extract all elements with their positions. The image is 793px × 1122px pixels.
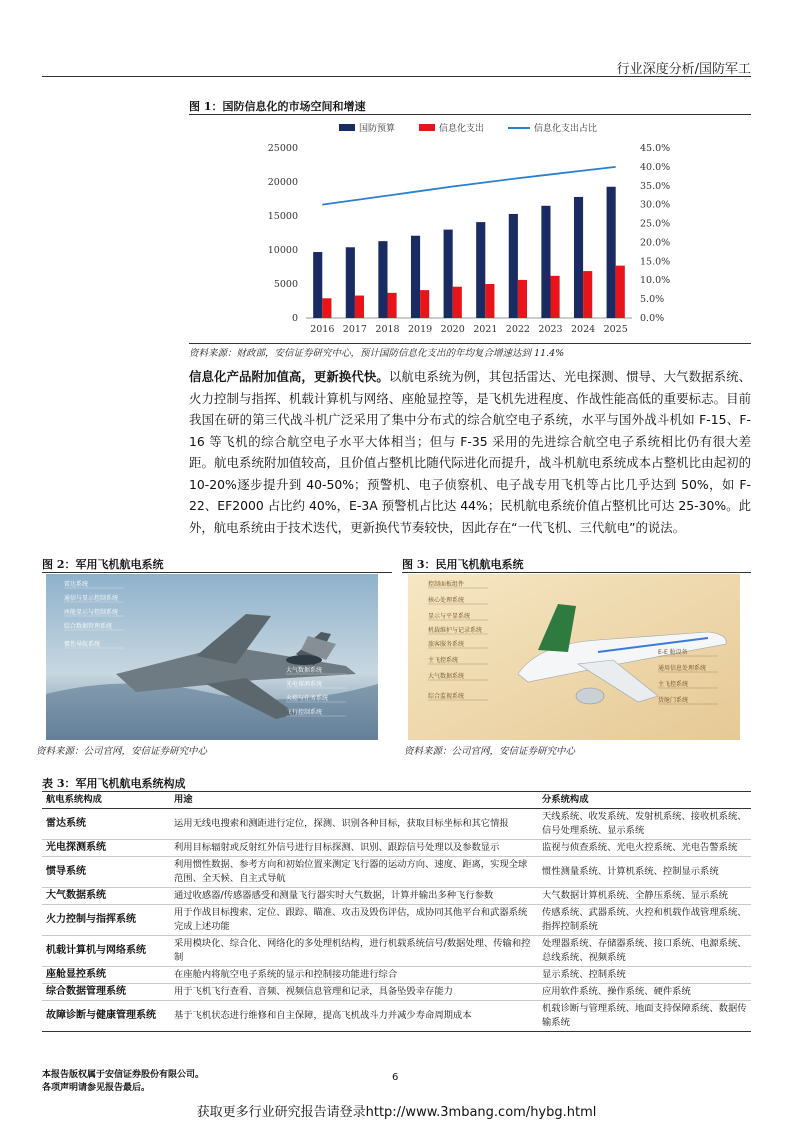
civil-aircraft-avionics-image: [408, 574, 740, 740]
table-cell-name: 大气数据系统: [42, 888, 170, 905]
paragraph-lead: 信息化产品附加值高，更新换代快。: [189, 369, 389, 384]
y2-tick-label: 25.0%: [640, 218, 671, 230]
figure1-chart: [189, 116, 689, 342]
table-cell-sub: 应用软件系统、操作系统、硬件系统: [538, 984, 751, 1001]
table-cell-sub: 天线系统、收发系统、发射机系统、接收机系统、信号处理系统、显示系统: [538, 809, 751, 840]
military-aircraft-avionics-image: [46, 574, 378, 740]
bar-informatization-spend: [388, 293, 397, 318]
fig2-system-label: 火控与任务系统: [286, 695, 329, 702]
table-cell-use: 利用目标辐射或反射红外信号进行目标探测、识别、跟踪信号处理以及参数显示: [170, 840, 538, 857]
y2-tick-label: 10.0%: [640, 275, 671, 287]
disclaimer-line: 各项声明请参见报告最后。: [42, 1083, 151, 1093]
table-row: [42, 840, 751, 857]
figure2-title: 图 2：军用飞机航电系统: [42, 558, 164, 571]
table-cell-use: 采用模块化、综合化、网络化的多处理机结构，进行机载系统信号/数据处理、传输和控制: [170, 936, 538, 967]
y-tick-label: 20000: [267, 177, 298, 188]
x-tick-label: 2019: [408, 324, 433, 335]
table-row: [42, 1001, 751, 1032]
bar-defense-budget: [509, 214, 518, 318]
table-header-subsystems: 分系统构成: [538, 792, 751, 809]
fig3-system-label: 核心处理系统: [428, 597, 465, 604]
paragraph-body: 以航电系统为例，其包括雷达、光电探测、惯导、大气数据系统、火力控制与指挥、机载计算机与网络、座舱显控等，是飞机先进程度、作战性能高低的重要标志。目前我国在研的第三代战斗机广泛采用了集中分布式的综合航空电子系统，水平与国外战斗机如 F-15、F-16 等飞机的综合航空电子水平大体相当；但与 F-35 采用的先进综合航空电子系统相比仍有很大差距。航电系统附加值较高，且价值占整机比随代际进化而提升，战斗机航电系统成本占整机比由起初的 10-20%逐步提升到 40-50%；预警机、电子侦察机、电子战专用飞机等占比几乎达到 50%，如 F-22、EF2000 占比约 40%，E-3A 预警机占比达 44%；民机航电系统价值占整机比可达 25-30%。此外，航电系统由于技术迭代，更新换代节奏较快，因此存在“一代飞机、三代航电”的说法。: [189, 369, 752, 535]
y2-tick-label: 30.0%: [640, 199, 671, 211]
legend-swatch-bar: [419, 124, 435, 131]
page-number: 6: [392, 1072, 399, 1083]
table-cell-name: 机载计算机与网络系统: [42, 936, 170, 967]
table-cell-sub: 处理器系统、存储器系统、接口系统、电源系统、总线系统、视频系统: [538, 936, 751, 967]
x-tick-label: 2016: [310, 324, 335, 335]
bar-informatization-spend: [453, 287, 462, 318]
bar-defense-budget: [574, 197, 583, 318]
table-row: [42, 905, 751, 936]
fig3-system-label: 机载维护与记录系统: [428, 627, 483, 634]
fig3-system-label: E-E 舱设备: [658, 649, 688, 656]
legend-label: 国防预算: [359, 124, 396, 134]
x-tick-label: 2018: [375, 324, 400, 335]
bar-defense-budget: [346, 247, 355, 318]
fig2-system-label: 大气数据系统: [286, 667, 323, 674]
y2-tick-label: 40.0%: [640, 161, 671, 173]
x-tick-label: 2017: [342, 324, 367, 335]
figure1-bottom-rule: [189, 343, 751, 344]
bar-defense-budget: [378, 241, 387, 318]
line-informatization-share: [322, 167, 615, 205]
figure3-source: 资料来源：公司官网，安信证券研究中心: [404, 746, 576, 757]
fig2-system-label: 惯性导航系统: [64, 641, 101, 648]
y2-tick-label: 20.0%: [640, 237, 671, 249]
figure2-title-rule: [42, 572, 392, 573]
table-row: [42, 967, 751, 984]
x-tick-label: 2020: [440, 324, 465, 335]
header-divider: [42, 76, 751, 77]
bar-informatization-spend: [420, 290, 429, 318]
table-cell-name: 故障诊断与健康管理系统: [42, 1001, 170, 1032]
figure1-source: 资料来源：财政部，安信证券研究中心，预计国防信息化支出的年均复合增速达到 11.4%: [189, 348, 565, 359]
y-tick-label: 15000: [267, 211, 298, 222]
fig3-system-label: 旅客服务系统: [428, 641, 465, 648]
analysis-paragraph: [189, 366, 751, 538]
fig2-system-label: 光电探测系统: [286, 681, 323, 688]
bar-informatization-spend: [485, 284, 494, 318]
y-tick-label: 0: [291, 313, 298, 324]
bar-defense-budget: [476, 222, 485, 318]
y-tick-label: 5000: [273, 279, 298, 290]
table-cell-use: 用于作战目标搜索、定位、跟踪、瞄准、攻击及毁伤评估，成协同其他平台和武器系统完成上述功能: [170, 905, 538, 936]
fig3-system-label: 控制面板组件: [428, 581, 465, 588]
table-row: [42, 857, 751, 888]
bar-informatization-spend: [518, 280, 527, 318]
x-tick-label: 2025: [603, 324, 628, 335]
y-tick-label: 10000: [267, 245, 298, 256]
fig3-system-label: 主飞控系统: [428, 657, 459, 664]
copyright-line: 本报告版权属于安信证券股份有限公司。: [42, 1070, 205, 1080]
fig2-system-label: 雷达系统: [64, 581, 89, 588]
bar-defense-budget: [411, 236, 420, 318]
table-cell-sub: 显示系统、控制系统: [538, 967, 751, 984]
y2-tick-label: 5.0%: [640, 294, 665, 306]
y-tick-label: 25000: [267, 143, 298, 154]
figure1-title: 图 1：国防信息化的市场空间和增速: [189, 100, 366, 113]
table-cell-use: 运用无线电搜索和测距进行定位，探测、识别各种目标，获取目标坐标和其它情报: [170, 809, 538, 840]
table-cell-use: 基于飞机状态进行维修和自主保障，提高飞机战斗力并减少寿命周期成本: [170, 1001, 538, 1032]
table-cell-use: 利用惯性数据、参考方向和初始位置来测定飞行器的运动方向、速度、距离，实现全球范围、全天候、自主式导航: [170, 857, 538, 888]
legend-label: 信息化支出: [439, 124, 485, 134]
figure1-title-rule: [189, 114, 751, 115]
bar-defense-budget: [607, 187, 616, 318]
fig3-system-label: 通用信息处理系统: [658, 665, 707, 672]
fig2-system-label: 通信与显示控制系统: [64, 595, 119, 602]
avionics-system-table: [42, 792, 751, 1032]
bar-defense-budget: [444, 230, 453, 318]
table-cell-sub: 大气数据计算机系统、全静压系统、显示系统: [538, 888, 751, 905]
table-header-use: 用途: [170, 792, 538, 809]
bar-informatization-spend: [322, 298, 331, 318]
table3-title: 表 3：军用飞机航电系统构成: [42, 777, 186, 790]
table-header-row: [42, 792, 751, 809]
table-cell-name: 座舱显控系统: [42, 967, 170, 984]
fig3-system-label: 大气数据系统: [428, 673, 465, 680]
y2-tick-label: 15.0%: [640, 256, 671, 268]
y2-tick-label: 35.0%: [640, 180, 671, 192]
table-cell-name: 雷达系统: [42, 809, 170, 840]
figure2-source: 资料来源：公司官网，安信证券研究中心: [36, 746, 208, 757]
fig3-system-label: 显示与平显系统: [428, 613, 471, 620]
y2-tick-label: 0.0%: [640, 313, 665, 324]
table-cell-sub: 监视与侦查系统、光电火控系统、光电告警系统: [538, 840, 751, 857]
table-header-system: 航电系统构成: [42, 792, 170, 809]
y2-tick-label: 45.0%: [640, 143, 671, 154]
report-header-title: 行业深度分析/国防军工: [616, 62, 751, 77]
x-tick-label: 2021: [473, 324, 498, 335]
table-row: [42, 984, 751, 1001]
table-row: [42, 936, 751, 967]
bar-informatization-spend: [355, 296, 364, 318]
x-tick-label: 2023: [538, 324, 563, 335]
table-cell-use: 用于飞机飞行查看、音频、视频信息管理和记录，具备坠毁幸存能力: [170, 984, 538, 1001]
fig3-system-label: 主飞控系统: [658, 681, 689, 688]
x-tick-label: 2024: [571, 324, 596, 335]
fig3-system-label: 综合监视系统: [428, 693, 465, 700]
bar-defense-budget: [313, 252, 322, 318]
copyright-note: [42, 1069, 204, 1095]
table-cell-use: 通过收感器/传感器感受和测量飞行器实时大气数据，计算并输出多种飞行参数: [170, 888, 538, 905]
legend-label: 信息化支出占比: [534, 124, 598, 134]
table-cell-name: 光电探测系统: [42, 840, 170, 857]
bar-informatization-spend: [551, 276, 560, 318]
bar-defense-budget: [541, 206, 550, 318]
more-reports-link[interactable]: 获取更多行业研究报告请登录http://www.3mbang.com/hybg.html: [196, 1105, 597, 1120]
fig2-system-label: 座舱显示与控制系统: [64, 609, 119, 616]
table-cell-name: 综合数据管理系统: [42, 984, 170, 1001]
bar-informatization-spend: [583, 271, 592, 318]
table-row: [42, 888, 751, 905]
table-cell-sub: 传感系统、武器系统、火控和机载作战管理系统、指挥控制系统: [538, 905, 751, 936]
fig2-system-label: 飞行控制系统: [286, 709, 323, 716]
fig3-system-label: 货舱门系统: [658, 697, 689, 704]
figure3-title-rule: [402, 572, 751, 573]
bar-informatization-spend: [616, 266, 625, 318]
table-cell-sub: 机载诊断与管理系统、地面支持保障系统、数据传输系统: [538, 1001, 751, 1032]
figure3-title: 图 3：民用飞机航电系统: [402, 558, 524, 571]
table-cell-name: 火力控制与指挥系统: [42, 905, 170, 936]
table-cell-sub: 惯性测量系统、计算机系统、控制显示系统: [538, 857, 751, 888]
x-tick-label: 2022: [505, 324, 530, 335]
table-row: [42, 809, 751, 840]
fig2-system-label: 综合数据管理系统: [64, 623, 113, 630]
table-cell-name: 惯导系统: [42, 857, 170, 888]
legend-swatch-bar: [339, 124, 355, 131]
table-cell-use: 在座舱内将航空电子系统的显示和控制接功能进行综合: [170, 967, 538, 984]
